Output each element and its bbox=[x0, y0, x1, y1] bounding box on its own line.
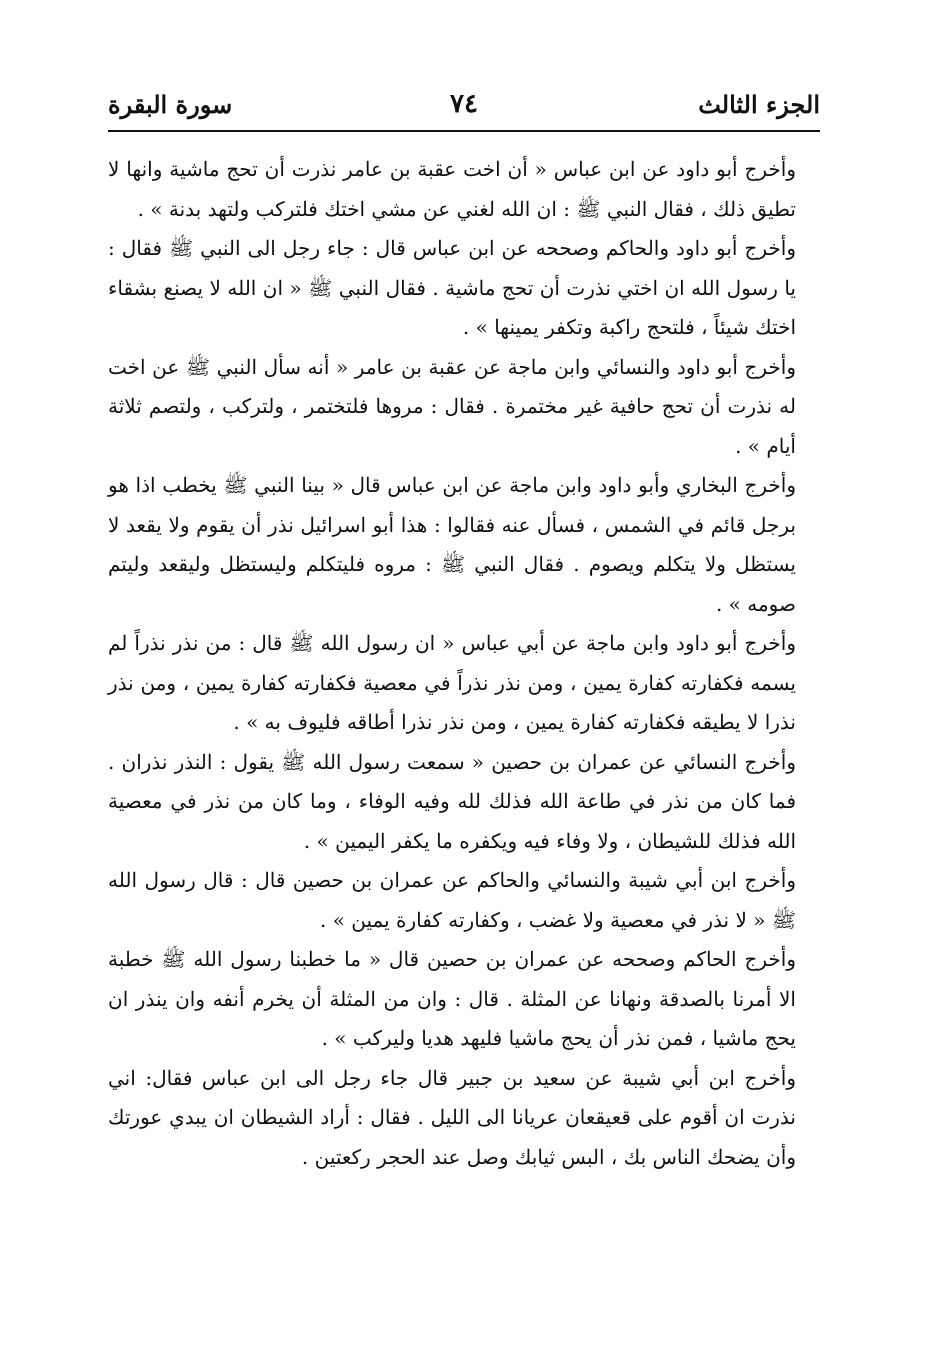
paragraph-4: وأخرج البخاري وأبو داود وابن ماجة عن ابن عباس قال « بينا النبي ﷺ يخطب اذا هو برجل قائم في الشمس ، فسأل عنه فقالوا : هذا أبو اسرائيل نذر أن يقوم ولا يقعد لا يستظل ولا يتكلم ويصوم . فقال النبي ﷺ : مروه فليتكلم وليستظل وليقعد وليتم صومه » . bbox=[108, 473, 796, 616]
header-divider bbox=[108, 130, 820, 132]
volume-title: الجزء الثالث bbox=[698, 89, 820, 119]
surah-title: سورة البقرة bbox=[108, 89, 233, 119]
paragraph-9: وأخرج ابن أبي شيبة عن سعيد بن جبير قال جاء رجل الى ابن عباس فقال: اني نذرت ان أقوم على قعيقعان عريانا الى الليل . فقال : أراد الشيطان ان يبدي عورتك وأن يضحك الناس بك ، البس ثيابك وصل عند الحجر ركعتين . bbox=[108, 1065, 796, 1169]
paragraph-6: وأخرج النسائي عن عمران بن حصين « سمعت رسول الله ﷺ يقول : النذر نذران . فما كان من نذر في طاعة الله فذلك لله وفيه الوفاء ، وما كان من نذر في معصية الله فذلك للشيطان ، ولا وفاء فيه ويكفره ما يكفر اليمين » . bbox=[108, 749, 796, 853]
paragraph-1: وأخرج أبو داود عن ابن عباس « أن اخت عقبة بن عامر نذرت أن تحج ماشية وانها لا تطيق ذلك ، فقال النبي ﷺ : ان الله لغني عن مشي اختك فلتركب ولتهد بدنة » . bbox=[108, 157, 796, 221]
page-header bbox=[108, 82, 820, 126]
paragraph-5: وأخرج أبو داود وابن ماجة عن أبي عباس « ان رسول الله ﷺ قال : من نذر نذراً لم يسمه فكفارته كفارة يمين ، ومن نذر نذراً في معصية فكفارته كفارة يمين ، ومن نذر نذرا لا يطيقه فكفارته كفارة يمين ، ومن نذر نذرا أطاقه فليوف به » . bbox=[108, 631, 796, 734]
paragraph-7: وأخرج ابن أبي شيبة والنسائي والحاكم عن عمران بن حصين قال : قال رسول الله ﷺ « لا نذر في معصية ولا غضب ، وكفارته كفارة يمين » . bbox=[108, 868, 796, 932]
paragraph-2: وأخرج أبو داود والحاكم وصححه عن ابن عباس قال : جاء رجل الى النبي ﷺ فقال : يا رسول الله ان اختي نذرت أن تحج ماشية . فقال النبي ﷺ « ان الله لا يصنع بشقاء اختك شيئاً ، فلتحج راكبة وتكفر يمينها » . bbox=[108, 236, 796, 339]
page-body bbox=[108, 150, 820, 1177]
page-number: ٧٤ bbox=[450, 89, 478, 119]
paragraph-8: وأخرج الحاكم وصححه عن عمران بن حصين قال « ما خطبنا رسول الله ﷺ خطبة الا أمرنا بالصدقة ونهانا عن المثلة . قال : وان من المثلة أن يخرم أنفه وان ينذر ان يحج ماشيا ، فمن نذر أن يحج ماشيا فليهد هديا وليركب » . bbox=[108, 947, 796, 1050]
paragraph-3: وأخرج أبو داود والنسائي وابن ماجة عن عقبة بن عامر « أنه سأل النبي ﷺ عن اخت له نذرت أن تحج حافية غير مختمرة . فقال : مروها فلتختمر ، ولتركب ، ولتصم ثلاثة أيام » . bbox=[108, 354, 796, 458]
